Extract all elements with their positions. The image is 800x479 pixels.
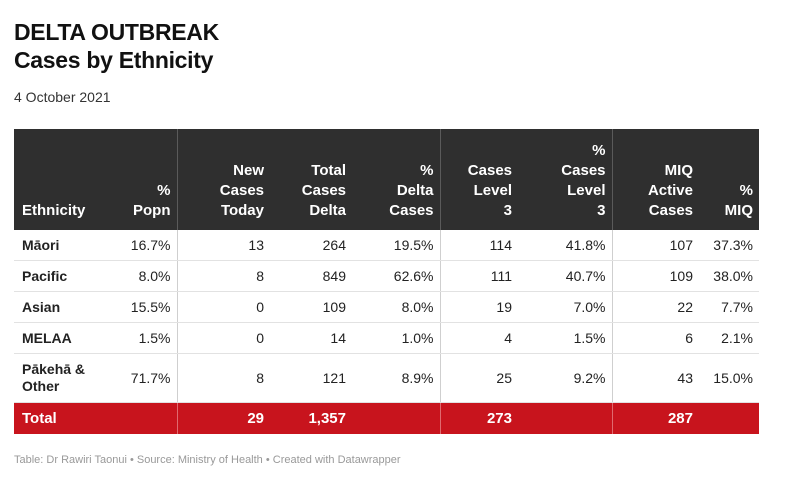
row-label: Pākehā & Other bbox=[14, 354, 109, 403]
table-cell: 8.0% bbox=[109, 261, 177, 292]
column-header-line: 3 bbox=[503, 202, 512, 219]
table-cell: 9.2% bbox=[518, 354, 612, 403]
column-header-line: Total bbox=[311, 162, 346, 179]
column-header-line: Delta bbox=[309, 202, 346, 219]
column-header-line: % bbox=[739, 182, 753, 199]
column-header bbox=[270, 129, 352, 230]
table-cell: 15.0% bbox=[699, 354, 759, 403]
column-header bbox=[518, 129, 612, 230]
table-cell: 121 bbox=[270, 354, 352, 403]
table-cell: 114 bbox=[440, 230, 518, 261]
column-header bbox=[699, 129, 759, 230]
column-header-line: Popn bbox=[133, 202, 171, 219]
table-cell: 1.0% bbox=[352, 323, 440, 354]
table-cell: 43 bbox=[612, 354, 699, 403]
table-row bbox=[14, 261, 759, 292]
table-cell bbox=[109, 403, 177, 435]
table-cell: 19.5% bbox=[352, 230, 440, 261]
column-header-line: Level bbox=[473, 182, 512, 199]
table-cell: 0 bbox=[177, 292, 270, 323]
table-cell: 1,357 bbox=[270, 403, 352, 435]
chart-footer: Table: Dr Rawiri Taonui • Source: Ministry of Health • Created with Datawrapper bbox=[14, 454, 401, 466]
table-header-row bbox=[14, 129, 759, 230]
row-label: MELAA bbox=[14, 323, 109, 354]
column-header-line: New bbox=[233, 162, 264, 179]
total-row bbox=[14, 403, 759, 435]
column-header-line: % bbox=[420, 162, 434, 179]
column-header-line: Cases bbox=[648, 202, 693, 219]
table-cell: 2.1% bbox=[699, 323, 759, 354]
table-row bbox=[14, 354, 759, 403]
table-cell: 25 bbox=[440, 354, 518, 403]
table-cell bbox=[699, 403, 759, 435]
column-header-line: Cases bbox=[561, 162, 606, 179]
column-header-line: Cases bbox=[219, 182, 264, 199]
column-header-line: Cases bbox=[467, 162, 512, 179]
column-header-line: Cases bbox=[389, 202, 434, 219]
column-header-line: Today bbox=[220, 202, 264, 219]
table-cell: 37.3% bbox=[699, 230, 759, 261]
column-header bbox=[109, 129, 177, 230]
table-cell bbox=[352, 403, 440, 435]
column-header-line: Active bbox=[647, 182, 693, 199]
table-cell: 40.7% bbox=[518, 261, 612, 292]
row-label: Pacific bbox=[14, 261, 109, 292]
table-cell: 62.6% bbox=[352, 261, 440, 292]
column-header-line: 3 bbox=[597, 202, 606, 219]
column-header bbox=[440, 129, 518, 230]
table-cell: 287 bbox=[612, 403, 699, 435]
cases-table bbox=[14, 129, 759, 434]
table-cell: 273 bbox=[440, 403, 518, 435]
table-cell: 22 bbox=[612, 292, 699, 323]
column-header-line: MIQ bbox=[724, 202, 753, 219]
table-cell bbox=[518, 403, 612, 435]
table-cell: 19 bbox=[440, 292, 518, 323]
table-row bbox=[14, 230, 759, 261]
table-cell: 264 bbox=[270, 230, 352, 261]
table-cell: 8.0% bbox=[352, 292, 440, 323]
row-label: Asian bbox=[14, 292, 109, 323]
column-header-line: Cases bbox=[301, 182, 346, 199]
table-cell: 8 bbox=[177, 261, 270, 292]
table-cell: 4 bbox=[440, 323, 518, 354]
chart-date: 4 October 2021 bbox=[14, 89, 111, 105]
table-cell: 71.7% bbox=[109, 354, 177, 403]
column-header-line: % bbox=[157, 182, 171, 199]
table-cell: 7.7% bbox=[699, 292, 759, 323]
row-label: Total bbox=[14, 403, 109, 435]
table-cell: 107 bbox=[612, 230, 699, 261]
column-header bbox=[352, 129, 440, 230]
table-cell: 8.9% bbox=[352, 354, 440, 403]
chart-subtitle: Cases by Ethnicity bbox=[14, 47, 214, 73]
table-cell: 16.7% bbox=[109, 230, 177, 261]
column-header bbox=[177, 129, 270, 230]
column-header bbox=[612, 129, 699, 230]
table-cell: 6 bbox=[612, 323, 699, 354]
column-header-line: Level bbox=[567, 182, 606, 199]
table-cell: 29 bbox=[177, 403, 270, 435]
table-cell: 41.8% bbox=[518, 230, 612, 261]
table-row bbox=[14, 323, 759, 354]
column-header bbox=[14, 129, 109, 230]
table-cell: 14 bbox=[270, 323, 352, 354]
table-cell: 109 bbox=[270, 292, 352, 323]
table-cell: 0 bbox=[177, 323, 270, 354]
chart-title: DELTA OUTBREAK bbox=[14, 19, 219, 45]
table-cell: 849 bbox=[270, 261, 352, 292]
column-header-line: % bbox=[592, 142, 606, 159]
column-header-line: Ethnicity bbox=[22, 202, 86, 219]
table-cell: 111 bbox=[440, 261, 518, 292]
table-row bbox=[14, 292, 759, 323]
table-body bbox=[14, 230, 759, 434]
column-header-line: Delta bbox=[396, 182, 434, 199]
table-cell: 13 bbox=[177, 230, 270, 261]
table-cell: 7.0% bbox=[518, 292, 612, 323]
chart-titles bbox=[14, 18, 219, 74]
table-cell: 38.0% bbox=[699, 261, 759, 292]
table-cell: 109 bbox=[612, 261, 699, 292]
column-header-line: MIQ bbox=[664, 162, 693, 179]
table-cell: 1.5% bbox=[109, 323, 177, 354]
row-label: Māori bbox=[14, 230, 109, 261]
table-cell: 1.5% bbox=[518, 323, 612, 354]
table-cell: 15.5% bbox=[109, 292, 177, 323]
table-cell: 8 bbox=[177, 354, 270, 403]
